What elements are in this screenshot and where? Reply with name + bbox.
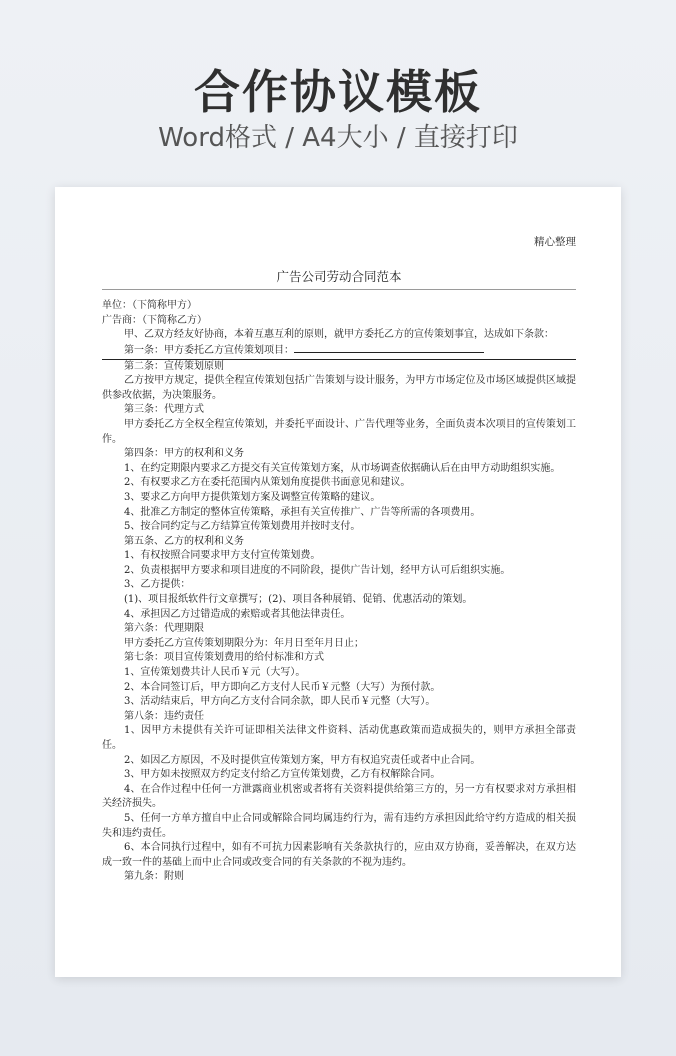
paragraph-text: 第六条：代理期限 bbox=[124, 623, 204, 635]
paragraph-text: 3、乙方提供： bbox=[124, 579, 191, 591]
paragraph-text: 3、活动结束后，甲方向乙方支付合同余款，即人民币￥元整（大写）。 bbox=[124, 696, 436, 708]
paragraph-text: 第一条：甲方委托乙方宣传策划项目： bbox=[124, 344, 294, 356]
paragraph bbox=[102, 343, 576, 360]
paragraph bbox=[102, 314, 576, 329]
paragraph bbox=[102, 666, 576, 681]
title-divider bbox=[102, 289, 576, 290]
paragraph bbox=[102, 328, 576, 343]
document-title: 广告公司劳动合同范本 bbox=[276, 268, 402, 284]
paragraph-text: 4、在合作过程中任何一方泄露商业机密或者将有关资料提供给第三方的，另一方有权要求对方承担相关经济损失。 bbox=[102, 783, 576, 810]
paragraph-text: 单位：（下简称甲方） bbox=[102, 300, 197, 312]
paragraph bbox=[102, 608, 576, 623]
paragraph bbox=[102, 593, 576, 608]
paragraph-text: 1、有权按照合同要求甲方支付宣传策划费。 bbox=[124, 550, 321, 562]
paragraph-text: 第九条：附则 bbox=[124, 871, 184, 883]
paragraph-text: 1、宣传策划费共计人民币￥元（大写）。 bbox=[124, 667, 306, 679]
paragraph-text: 1、在约定期限内要求乙方提交有关宣传策划方案，从市场调查依据确认后在由甲方动助组织实施。 bbox=[124, 462, 561, 474]
corner-note: 精心整理 bbox=[534, 236, 576, 248]
paragraph bbox=[102, 768, 576, 783]
paragraph bbox=[102, 637, 576, 652]
paragraph bbox=[102, 841, 576, 870]
paragraph bbox=[102, 870, 576, 885]
paragraph bbox=[102, 695, 576, 710]
paragraph-text: 甲方委托乙方宣传策划期限分为：年月日至年月日止； bbox=[124, 637, 364, 649]
fill-in-blank bbox=[294, 343, 484, 353]
paragraph bbox=[102, 681, 576, 696]
paragraph-text: 第五条、乙方的权利和义务 bbox=[124, 535, 244, 547]
paragraph-text: 4、批准乙方制定的整体宣传策略，承担有关宣传推广、广告等所需的各项费用。 bbox=[124, 506, 481, 518]
paragraph bbox=[102, 491, 576, 506]
paragraph-text: 2、有权要求乙方在委托范围内从策划角度提供书面意见和建议。 bbox=[124, 477, 411, 489]
paragraph bbox=[102, 403, 576, 418]
paragraph bbox=[102, 783, 576, 812]
paragraph bbox=[102, 535, 576, 550]
paragraph bbox=[102, 360, 576, 375]
paragraph bbox=[102, 299, 576, 314]
paragraph bbox=[102, 549, 576, 564]
paragraph-text: 2、如因乙方原因，不及时提供宣传策划方案，甲方有权追究责任或者中止合同。 bbox=[124, 754, 481, 766]
paragraph bbox=[102, 374, 576, 403]
paragraph bbox=[102, 520, 576, 535]
paragraph-text: 4、承担因乙方过错造成的索赔或者其他法律责任。 bbox=[124, 608, 351, 620]
paragraph bbox=[102, 622, 576, 637]
paragraph bbox=[102, 418, 576, 447]
paragraph bbox=[102, 578, 576, 593]
page-subtitle: Word格式 / A4大小 / 直接打印 bbox=[158, 123, 518, 153]
document-page bbox=[55, 187, 621, 977]
paragraph-text: 广告商：（下简称乙方） bbox=[102, 314, 207, 326]
paragraph-text: 第三条：代理方式 bbox=[124, 404, 204, 416]
paragraph bbox=[102, 651, 576, 666]
paragraph bbox=[102, 476, 576, 491]
paragraph-text: 1、因甲方未提供有关许可证即相关法律文件资料、活动优惠政策而造成损失的，则甲方承担全部责任。 bbox=[102, 725, 576, 751]
paragraph bbox=[102, 710, 576, 725]
paragraph-text: 6、本合同执行过程中，如有不可抗力因素影响有关条款执行的，应由双方协商，妥善解决，在双方达成一致一件的基础上而中止合同或改变合同的有关条款的不视为违约。 bbox=[102, 842, 576, 868]
paragraph bbox=[102, 724, 576, 753]
paragraph-text: 第四条：甲方的权利和义务 bbox=[124, 448, 244, 460]
paragraph-text: 甲方委托乙方全权全程宣传策划，并委托平面设计、广告代理等业务，全面负责本次项目的宣传策划工作。 bbox=[102, 418, 576, 445]
paragraph-text: 5、任何一方单方擅自中止合同或解除合同均属违约行为，需有违约方承担因此给守约方造成的相关损失和违约责任。 bbox=[102, 812, 576, 839]
paragraph-text: (1)、项目报纸软件行文章撰写；(2)、项目各种展销、促销、优惠活动的策划。 bbox=[124, 594, 473, 606]
paragraph-text: 第八条：违约责任 bbox=[124, 710, 204, 722]
paragraph bbox=[102, 812, 576, 841]
paragraph bbox=[102, 447, 576, 462]
paragraph bbox=[102, 754, 576, 769]
paragraph bbox=[102, 564, 576, 579]
paragraph-text: 3、要求乙方向甲方提供策划方案及调整宣传策略的建议。 bbox=[124, 491, 381, 503]
paragraph-list bbox=[102, 299, 576, 885]
paragraph-text: 乙方按甲方规定，提供全程宣传策划包括广告策划与设计服务，为甲方市场定位及市场区域提供区域提供参改依据，为决策服务。 bbox=[102, 375, 576, 401]
page-title: 合作协议模板 bbox=[194, 65, 482, 119]
document-body bbox=[102, 187, 576, 885]
paragraph-text: 5、按合同约定与乙方结算宣传策划费用并按时支付。 bbox=[124, 521, 361, 533]
paragraph-text: 第七条：项目宣传策划费用的给付标准和方式 bbox=[124, 652, 324, 664]
paragraph bbox=[102, 506, 576, 521]
paragraph-text: 2、负责根据甲方要求和项目进度的不同阶段，提供广告计划，经甲方认可后组织实施。 bbox=[124, 564, 511, 576]
paragraph-text: 3、甲方如未按照双方约定支付给乙方宣传策划费，乙方有权解除合同。 bbox=[124, 769, 441, 781]
paragraph bbox=[102, 462, 576, 477]
paragraph-text: 第二条：宣传策划原则 bbox=[124, 360, 224, 372]
paragraph-text: 甲、乙双方经友好协商，本着互惠互利的原则，就甲方委托乙方的宣传策划事宜，达成如下条款： bbox=[124, 329, 554, 341]
paragraph-text: 2、本合同签订后，甲方即向乙方支付人民币￥元整（大写）为预付款。 bbox=[124, 681, 441, 693]
